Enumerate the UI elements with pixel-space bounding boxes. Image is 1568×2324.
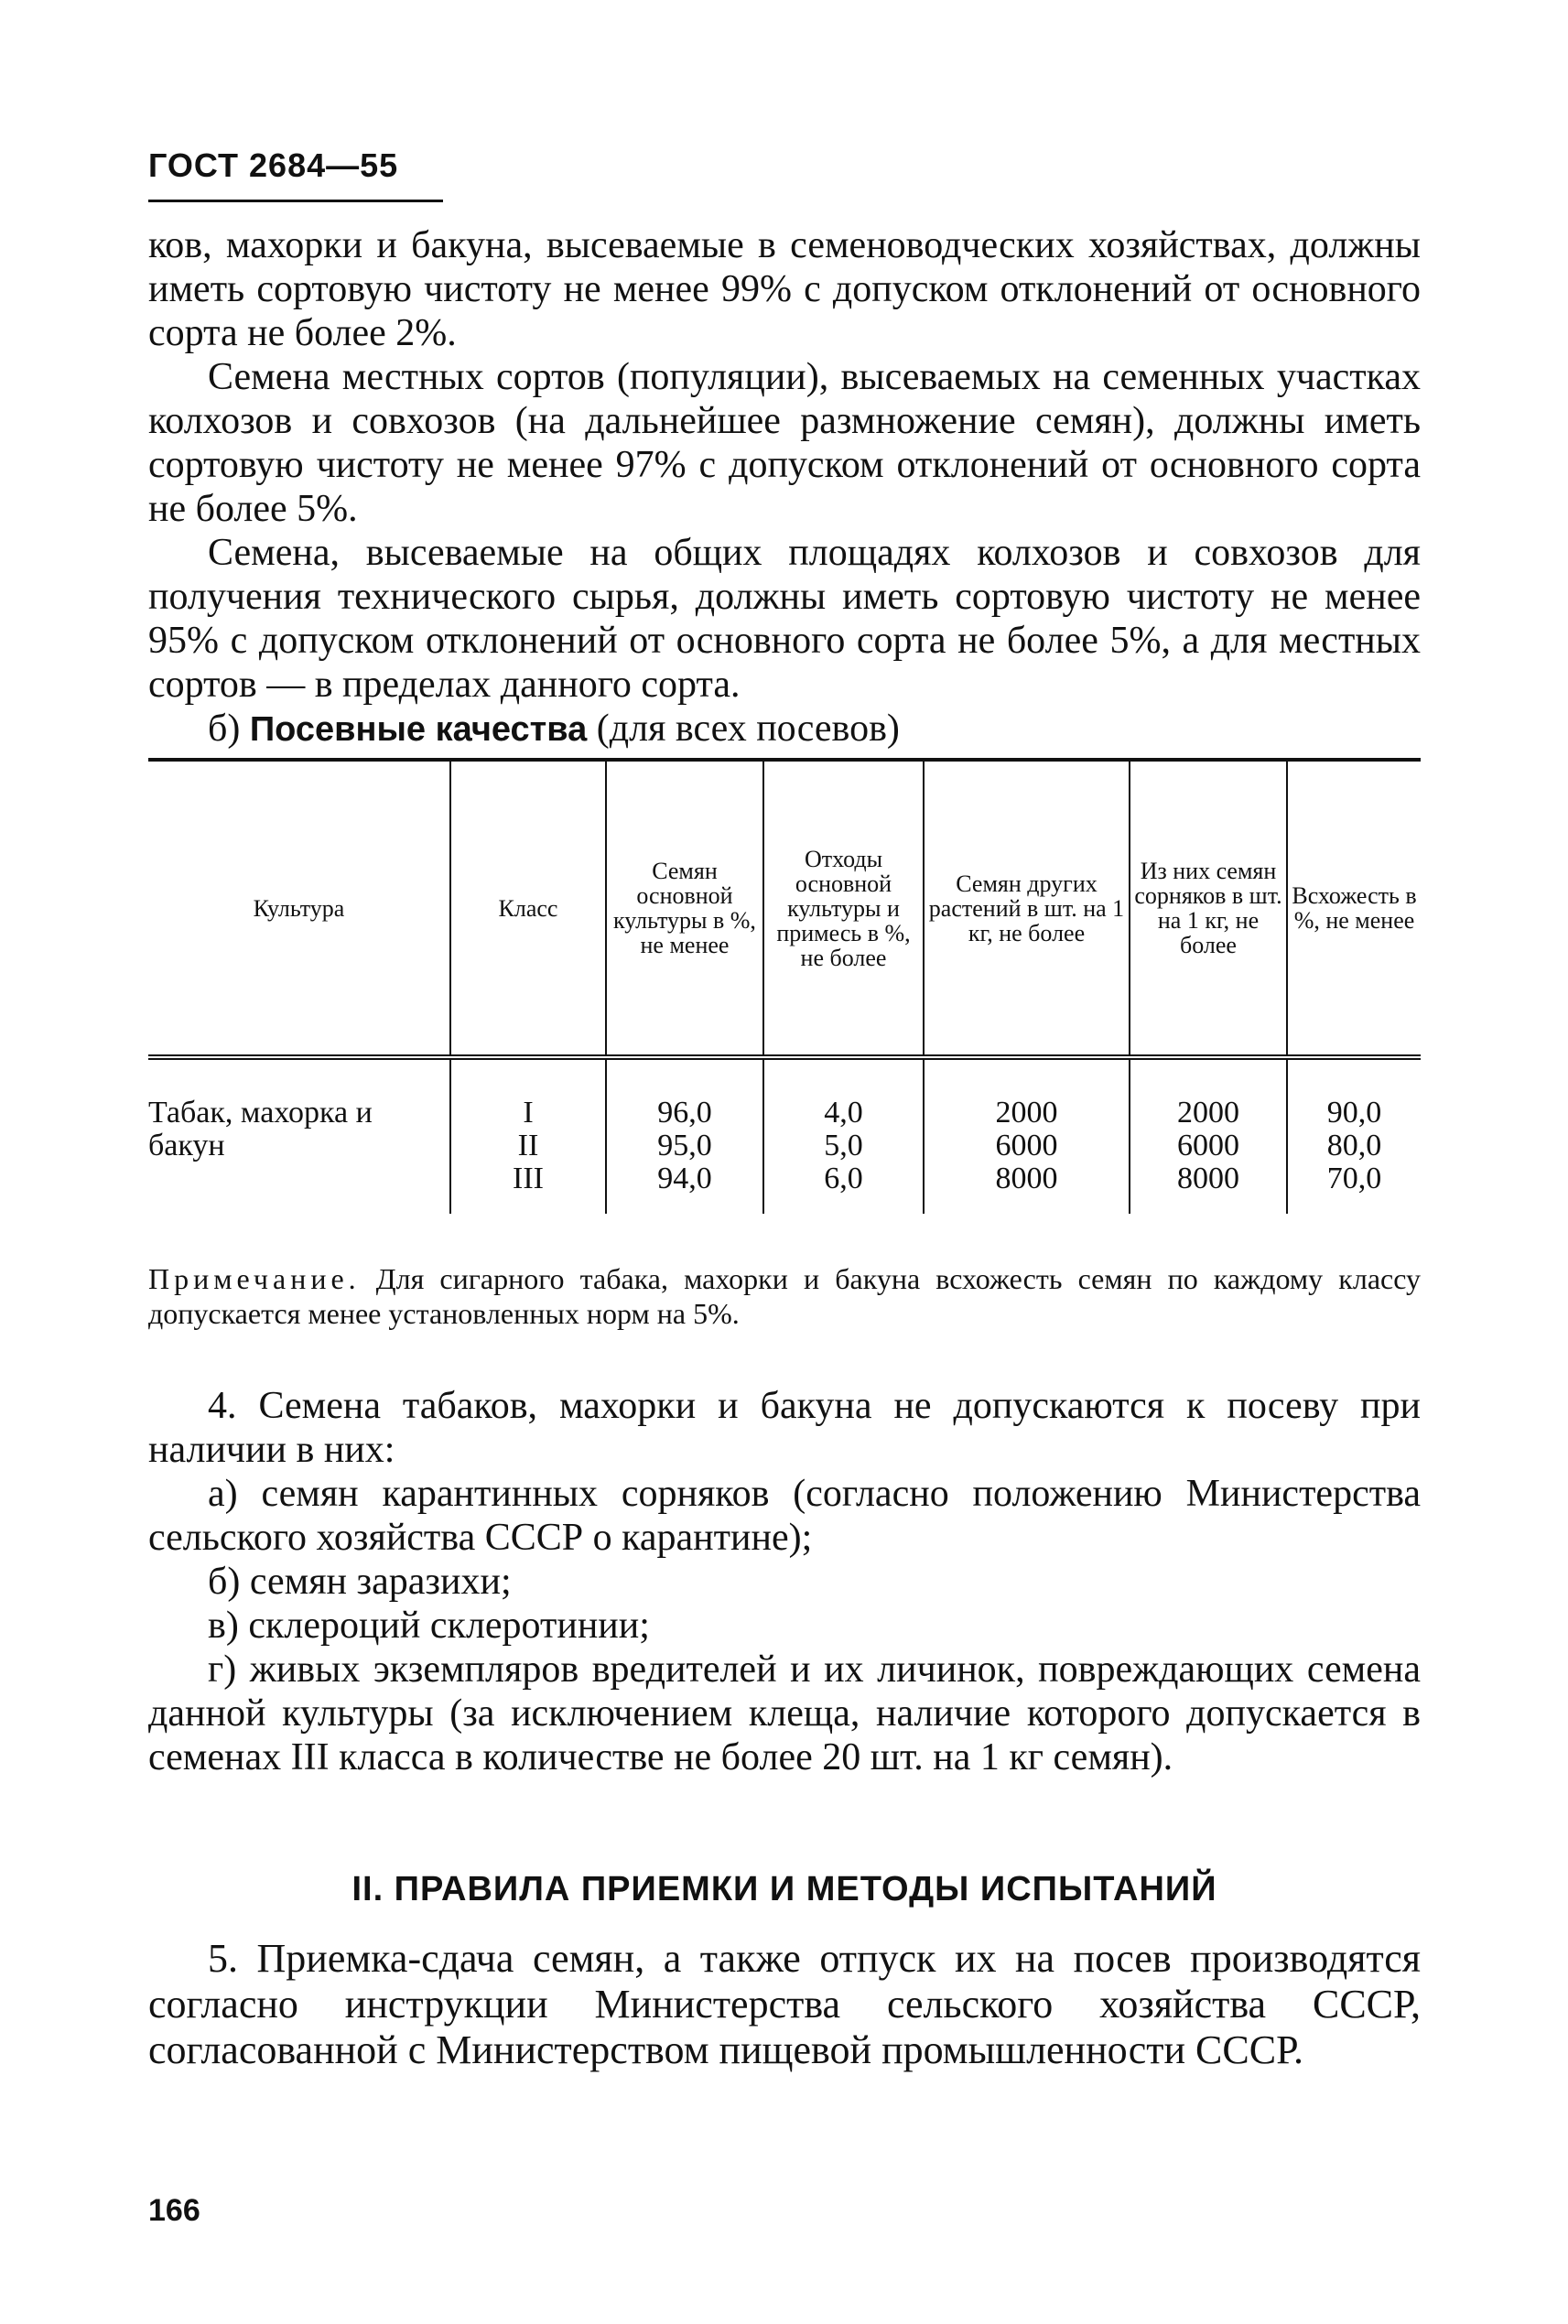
cell-main-seed — [606, 1057, 763, 1214]
cell-weeds — [1130, 1057, 1287, 1214]
weeds-1: 2000 — [1177, 1096, 1239, 1130]
other-seeds-3: 8000 — [995, 1162, 1058, 1195]
germination-3: 70,0 — [1326, 1162, 1382, 1195]
document-code-header: ГОСТ 2684—55 — [148, 146, 443, 202]
main-seed-2: 95,0 — [657, 1129, 712, 1162]
section-5 — [148, 1936, 1421, 2073]
waste-1: 4,0 — [824, 1096, 863, 1130]
intro-paragraph-1: ков, махорки и бакуна, высеваемые в семеноводческих хозяйствах, должны иметь сортовую чистоту не менее 99% с допуском отклонений от основного сорта не более 2%. — [148, 224, 1421, 354]
note-text: Для сигарного табака, махорки и бакуна всхожесть семян по каждому классу допускается менее установленных норм на 5%. — [148, 1262, 1422, 1330]
section-4-item-a: а) семян карантинных сорняков (согласно положению Министерства сельского хозяйства СССР о карантине); — [148, 1473, 1421, 1559]
intro-paragraph-2: Семена местных сортов (популяции), высеваемых на семенных участках колхозов и совхозов (на дальнейшее размножение семян), должны иметь сортовую чистоту не менее 97% с допуском отклонений от основного сорта не более 5%. — [148, 356, 1421, 530]
sowing-quality-bold: Посевные качества — [249, 710, 588, 749]
cell-other-seeds — [924, 1057, 1130, 1214]
section-4-item-c: в) склероций склеротинии; — [208, 1605, 650, 1647]
germination-1: 90,0 — [1326, 1096, 1382, 1130]
other-seeds-2: 6000 — [995, 1129, 1058, 1162]
weeds-3: 8000 — [1177, 1162, 1239, 1195]
header-germination: Всхожесть в %, не менее — [1287, 760, 1421, 1057]
table-header-row — [148, 760, 1421, 1057]
table-note — [148, 1261, 1421, 1331]
class-3: III — [513, 1162, 544, 1195]
intro-text — [148, 223, 1421, 751]
section-4-intro: 4. Семена табаков, махорки и бакуна не допускаются к посеву при наличии в них: — [148, 1385, 1421, 1471]
weeds-2: 6000 — [1177, 1129, 1239, 1162]
germination-2: 80,0 — [1326, 1129, 1382, 1162]
table-row — [148, 1057, 1421, 1214]
class-2: II — [517, 1129, 539, 1162]
header-waste: Отходы основной культуры и примесь в %, не более — [763, 760, 924, 1057]
seed-quality-table — [148, 758, 1421, 1214]
cell-crop: Табак, махорка и бакун — [148, 1096, 373, 1162]
header-other-seeds: Семян других растений в шт. на 1 кг, не более — [924, 760, 1130, 1057]
class-1: I — [523, 1096, 534, 1130]
section-4 — [148, 1384, 1421, 1779]
section-4-item-b: б) семян заразихи; — [208, 1561, 512, 1603]
main-seed-1: 96,0 — [657, 1096, 712, 1130]
header-crop: Культура — [148, 760, 450, 1057]
sowing-quality-suffix: (для всех посевов) — [596, 708, 900, 750]
header-class: Класс — [450, 760, 606, 1057]
cell-germination — [1287, 1057, 1421, 1214]
header-main-seed: Семян основной культуры в %, не менее — [606, 760, 763, 1057]
note-label: Примечание. — [148, 1262, 361, 1295]
sowing-quality-prefix: б) — [208, 708, 241, 750]
section-4-item-d: г) живых экземпляров вредителей и их личинок, повреждающих семена данной культуры (за исключением клеща, наличие которого допускается в семенах III класса в количестве не более 20 шт. на 1 кг семян). — [148, 1648, 1421, 1778]
section-title: II. ПРАВИЛА ПРИЕМКИ И МЕТОДЫ ИСПЫТАНИЙ — [351, 1870, 1217, 1908]
section-5-text: 5. Приемка-сдача семян, а также отпуск их на посев производятся согласно инструкции Министерства сельского хозяйства СССР, согласованной с Министерством пищевой промышленности СССР. — [148, 1936, 1421, 2072]
main-seed-3: 94,0 — [657, 1162, 712, 1195]
cell-classes — [450, 1057, 606, 1214]
sowing-quality-heading — [148, 707, 1421, 751]
header-weeds: Из них семян сорняков в шт. на 1 кг, не более — [1130, 760, 1287, 1057]
other-seeds-1: 2000 — [995, 1096, 1058, 1130]
page-number: 166 — [148, 2193, 200, 2228]
waste-2: 5,0 — [824, 1129, 863, 1162]
intro-paragraph-3: Семена, высеваемые на общих площадях колхозов и совхозов для получения технического сырья, должны иметь сортовую чистоту не менее 95% с допуском отклонений от основного сорта не более 5%, а для местных сортов — в пределах данного сорта. — [148, 532, 1421, 706]
waste-3: 6,0 — [824, 1162, 863, 1195]
cell-waste — [763, 1057, 924, 1214]
